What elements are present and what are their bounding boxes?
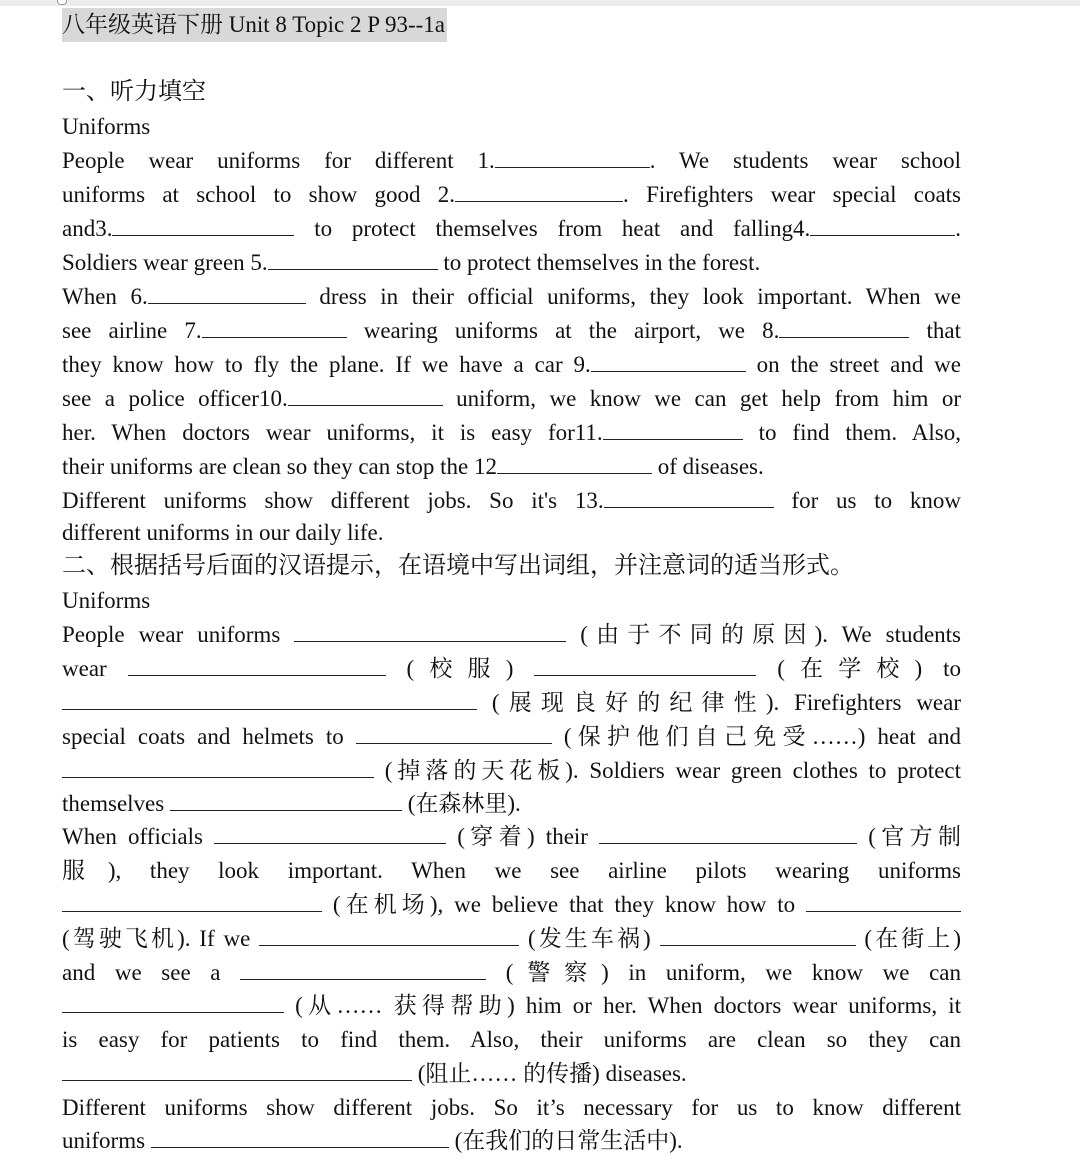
blank-9[interactable] bbox=[591, 351, 746, 372]
p1-line-11: Different uniforms show different jobs. So it's 13. for us to know bbox=[62, 488, 962, 513]
page-title: 八年级英语下册 Unit 8 Topic 2 P 93--1a bbox=[62, 8, 447, 42]
p2-line-15: Different uniforms show different jobs. So it’s necessary for us to know different bbox=[62, 1095, 961, 1120]
p1-line-4: Soldiers wear green 5. to protect themselves in the forest. bbox=[62, 250, 761, 275]
blank-12[interactable] bbox=[497, 453, 652, 474]
p1-line-7: they know how to fly the plane. If we have a car 9. on the street and we bbox=[62, 352, 961, 377]
corner-handle-icon bbox=[57, 0, 67, 5]
p2-line-5: (掉落的天花板). Soldiers wear green clothes to protect bbox=[62, 756, 961, 786]
blank-p2-11[interactable] bbox=[806, 891, 961, 912]
blank-p2-13[interactable] bbox=[660, 925, 856, 946]
blank-p2-14[interactable] bbox=[240, 959, 486, 980]
blank-p2-9[interactable] bbox=[599, 823, 857, 844]
section-1-heading: 一、听力填空 bbox=[62, 79, 206, 105]
window-top-strip bbox=[0, 0, 1080, 6]
p2-line-1: People wear uniforms (由于不同的原因). We students bbox=[62, 622, 962, 647]
blank-p2-10[interactable] bbox=[62, 891, 322, 912]
blank-5[interactable] bbox=[268, 249, 438, 270]
blank-7[interactable] bbox=[202, 317, 347, 338]
p1-line-3: and3. to protect themselves from heat and falling4. . bbox=[62, 216, 961, 241]
p2-line-10: (驾驶飞机). If we (发生车祸) (在街上) bbox=[62, 926, 962, 951]
p1-line-2: uniforms at school to show good 2. . Firefighters wear special coats bbox=[62, 182, 961, 207]
blank-11[interactable] bbox=[603, 419, 743, 440]
p1-line-9: her. When doctors wear uniforms, it is easy for11. to find them. Also, bbox=[62, 420, 962, 445]
blank-p2-4[interactable] bbox=[62, 689, 477, 710]
p1-line-5: When 6. dress in their official uniforms, they look important. When we bbox=[62, 284, 961, 309]
section-2-heading: 二、根据括号后面的汉语提示，在语境中写出词组，并注意词的适当形式。 bbox=[62, 553, 854, 579]
blank-p2-16[interactable] bbox=[62, 1060, 412, 1081]
p1-line-8: see a police officer10. uniform, we know we can get help from him or bbox=[62, 386, 961, 411]
blank-8[interactable] bbox=[779, 317, 909, 338]
p1-line-10: their uniforms are clean so they can stop the 12 of diseases. bbox=[62, 454, 764, 479]
p2-line-14: (阻止…… 的传播) diseases. bbox=[62, 1059, 961, 1089]
section-1-subtitle: Uniforms bbox=[62, 114, 151, 139]
p2-line-11: and we see a (警察) in uniform, we know we can bbox=[62, 960, 961, 985]
blank-p2-7[interactable] bbox=[170, 790, 402, 811]
blank-p2-12[interactable] bbox=[259, 925, 519, 946]
p2-line-3: (展现良好的纪律性). Firefighters wear bbox=[62, 688, 961, 718]
blank-p2-17[interactable] bbox=[151, 1127, 449, 1148]
blank-10[interactable] bbox=[288, 385, 443, 406]
p1-line-6: see airline 7. wearing uniforms at the airport, we 8. that bbox=[62, 318, 962, 343]
blank-p2-1[interactable] bbox=[294, 621, 566, 642]
blank-p2-8[interactable] bbox=[214, 823, 446, 844]
p2-line-13: is easy for patients to find them. Also, their uniforms are clean so they can bbox=[62, 1027, 961, 1052]
section-2-subtitle: Uniforms bbox=[62, 588, 151, 613]
blank-p2-3[interactable] bbox=[534, 655, 756, 676]
blank-2[interactable] bbox=[455, 181, 623, 202]
blank-p2-6[interactable] bbox=[62, 757, 374, 778]
p1-line-12: different uniforms in our daily life. bbox=[62, 520, 384, 545]
p2-line-16: uniforms (在我们的日常生活中). bbox=[62, 1128, 683, 1153]
blank-p2-5[interactable] bbox=[356, 723, 552, 744]
p2-line-12: (从…… 获得帮助) him or her. When doctors wear uniforms, it bbox=[62, 991, 961, 1021]
blank-13[interactable] bbox=[604, 487, 774, 508]
blank-3[interactable] bbox=[112, 215, 294, 236]
blank-p2-15[interactable] bbox=[62, 992, 284, 1013]
p2-line-8: 服), they look important. When we see airline pilots wearing uniforms bbox=[62, 858, 961, 883]
p2-line-4: special coats and helmets to (保护他们自己免受……) heat and bbox=[62, 724, 962, 749]
p2-line-9: (在机场), we believe that they know how to bbox=[62, 890, 961, 920]
p2-line-7: When officials (穿着) their (官方制 bbox=[62, 824, 961, 849]
p2-line-2: wear (校服) (在学校) to bbox=[62, 656, 962, 681]
blank-4[interactable] bbox=[810, 215, 955, 236]
blank-p2-2[interactable] bbox=[128, 655, 386, 676]
blank-1[interactable] bbox=[495, 147, 650, 168]
p1-line-1: People wear uniforms for different 1. . We students wear school bbox=[62, 148, 961, 173]
blank-6[interactable] bbox=[148, 283, 306, 304]
p2-line-6: themselves (在森林里). bbox=[62, 791, 521, 816]
